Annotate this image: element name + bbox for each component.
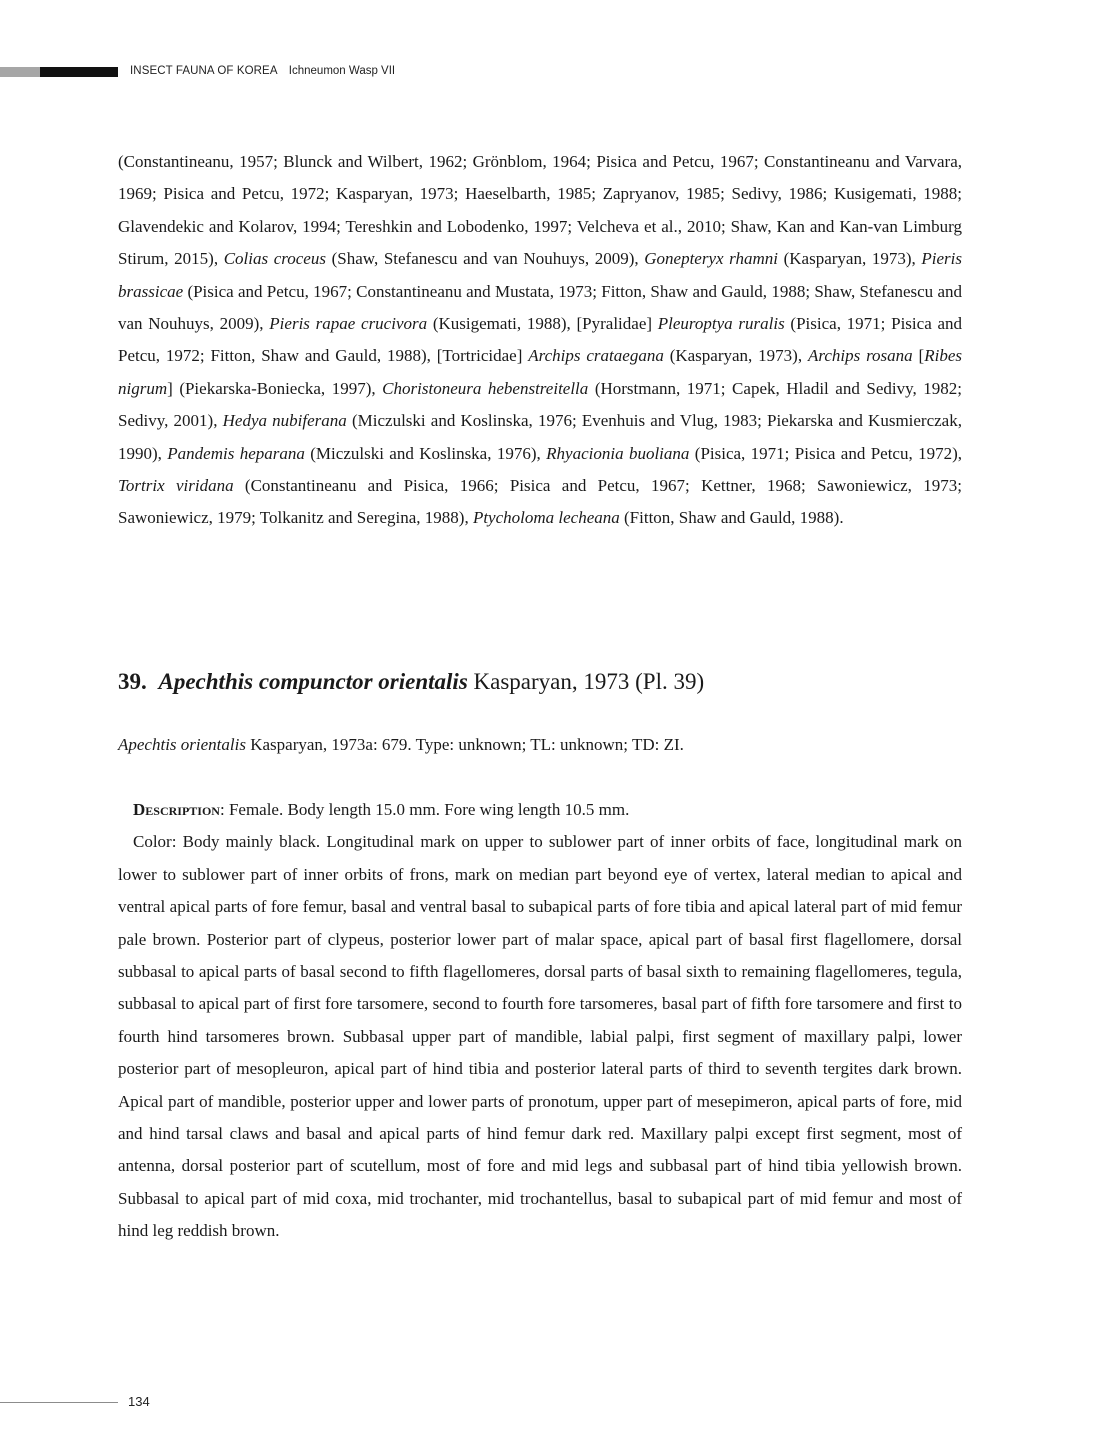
host-taxon-name: Archips crataegana — [528, 346, 664, 366]
species-plate: (Pl. 39) — [635, 669, 705, 694]
host-taxon-name: Pleuroptya ruralis — [657, 314, 785, 334]
host-records-segment: (Kasparyan, 1973), — [777, 249, 922, 269]
host-records-segment: (Constantineanu, 1957; Blunck and Wilbert, 1962; Grönblom, 1964; Pisica and Petcu, 1967; Constantineanu and Varvara, 1969; Pisica and Petcu, 1972; Kasparyan, 1973; Haeselbarth, 1985; Zapryanov, 1985; Sedivy, 1986; Kusigemati, 1988; Glavendekic and Kolarov, 1994; Tereshkin and Lobodenko, 1997; Velcheva et al., 2010; Shaw, Kan and Kan-van Limburg Stirum, 2015), — [118, 152, 962, 269]
host-records-segment: ] (Piekarska-Boniecka, 1997), — [167, 378, 383, 398]
host-records-segment: (Constantineanu and Pisica, 1966; Pisica and Petcu, 1967; Kettner, 1968; Sawoniewicz, 1973; Sawoniewicz, 1979; Tolkanitz and Seregina, 1988), — [118, 476, 962, 528]
synonym-name: Apechtis orientalis — [118, 735, 246, 754]
host-taxon-name: Archips rosana — [807, 346, 913, 366]
running-head-subtitle: Ichneumon Wasp VII — [288, 65, 396, 77]
host-taxon-name: Pieris rapae crucivora — [269, 314, 428, 334]
host-taxon-name: Ptycholoma lecheana — [472, 508, 620, 528]
host-records-segment: [ — [912, 346, 925, 366]
description-section — [118, 794, 962, 1248]
header-accent-bar-gray — [0, 67, 40, 77]
species-heading — [118, 664, 962, 700]
species-name: Apechthis compunctor orientalis — [158, 669, 468, 694]
host-taxon-name: Pieris brassicae — [118, 249, 962, 301]
species-authority: Kasparyan, 1973 — [473, 669, 630, 694]
header-accent-bar-black — [40, 67, 118, 77]
host-records-segment: (Shaw, Stefanescu and van Nouhuys, 2009), — [325, 249, 645, 269]
host-records-segment: (Pisica, 1971; Pisica and Petcu, 1972), — [689, 443, 963, 463]
host-taxon-name: Hedya nubiferana — [222, 411, 347, 431]
host-records-text — [118, 146, 962, 535]
host-taxon-name: Ribes nigrum — [118, 346, 963, 398]
host-taxon-name: Pandemis heparana — [167, 443, 305, 463]
running-head — [130, 65, 395, 77]
host-records-segment: (Pisica and Petcu, 1967; Constantineanu and Mustata, 1973; Fitton, Shaw and Gauld, 1988; Shaw, Stefanescu and van Nouhuys, 2009), — [118, 281, 962, 334]
color-paragraph: Color: Body mainly black. Longitudinal mark on upper to sublower part of inner orbits of face, longitudinal mark on lower to sublower part of inner orbits of frons, mark on median part beyond eye of vertex, lateral median to apical and ventral apical parts of fore femur, basal and ventral basal to subapical parts of fore tibia and apical lateral part of mid femur pale brown. Posterior part of clypeus, posterior lower part of malar space, apical part of basal first flagellomere, dorsal subbasal to apical parts of basal second to fifth flagellomeres, dorsal parts of basal sixth to remaining flagellomeres, tegula, subbasal to apical part of first fore tarsomere, second to fourth fore tarsomeres, basal part of fifth fore tarsomere and first to fourth hind tarsomeres brown. Subbasal upper part of mandible, labial palpi, first segment of maxillary palpi, lower posterior part of mesopleuron, apical part of hind tibia and posterior lateral parts of third to seventh tergites dark brown. Apical part of mandible, posterior upper and lower parts of pronotum, upper part of mesepimeron, apical parts of fore, mid and hind tarsal claws and basal and apical parts of hind femur dark red. Maxillary palpi except first segment, most of antenna, dorsal posterior part of scutellum, most of fore and mid legs and subbasal part of hind tibia yellowish brown. Subbasal to apical part of mid coxa, mid trochanter, mid trochantellus, basal to subapical part of mid femur and most of hind leg reddish brown. — [118, 832, 962, 1241]
host-records-segment: (Miczulski and Koslinska, 1976), — [304, 443, 547, 463]
host-records-segment: (Fitton, Shaw and Gauld, 1988). — [619, 508, 844, 528]
description-paragraph — [118, 794, 962, 826]
description-label: Description — [133, 800, 220, 819]
running-head-series: INSECT FAUNA OF KOREA — [130, 65, 278, 77]
synonym-line — [118, 730, 962, 760]
species-number: 39. — [118, 669, 147, 694]
host-records-segment: (Kusigemati, 1988), [Pyralidae] — [427, 314, 658, 334]
host-taxon-name: Rhyacionia buoliana — [546, 443, 690, 463]
host-taxon-name: Choristoneura hebenstreitella — [382, 378, 589, 398]
synonym-text: Kasparyan, 1973a: 679. Type: unknown; TL: unknown; TD: ZI. — [250, 735, 684, 754]
host-taxon-name: Gonepteryx rhamni — [644, 249, 778, 269]
host-records-segment: (Kasparyan, 1973), — [663, 346, 808, 366]
host-records-segment: (Horstmann, 1971; Capek, Hladil and Sedivy, 1982; Sedivy, 2001), — [118, 378, 962, 431]
host-taxon-name: Colias croceus — [223, 249, 326, 269]
description-text: : Female. Body length 15.0 mm. Fore wing length 10.5 mm. — [219, 800, 630, 819]
host-records-segment: (Miczulski and Koslinska, 1976; Evenhuis and Vlug, 1983; Piekarska and Kusmierczak, 1990), — [118, 411, 962, 463]
host-records-segment: (Pisica, 1971; Pisica and Petcu, 1972; Fitton, Shaw and Gauld, 1988), [Tortricidae] — [118, 314, 963, 366]
host-records-paragraph — [118, 146, 962, 535]
host-taxon-name: Tortrix viridana — [118, 476, 234, 496]
footer-rule — [0, 1402, 118, 1403]
page-number: 134 — [128, 1394, 150, 1409]
